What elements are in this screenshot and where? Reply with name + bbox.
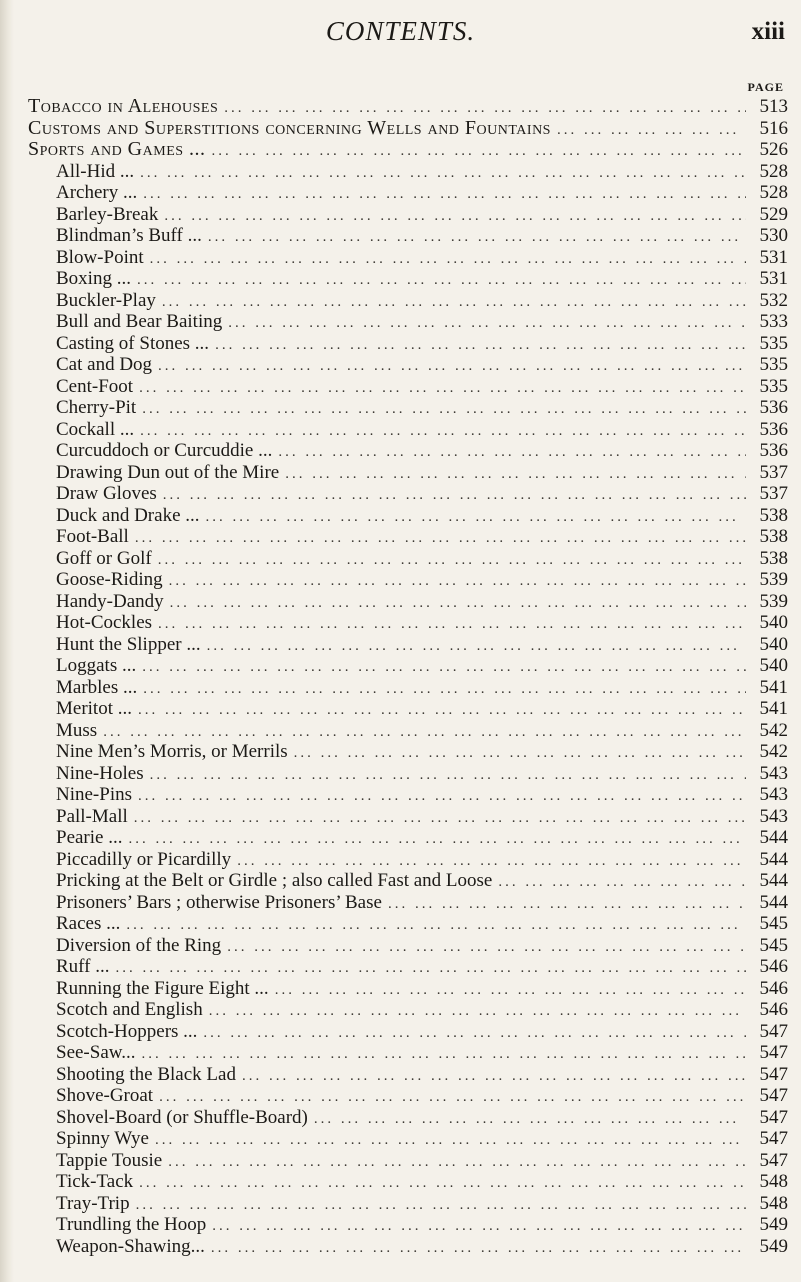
toc-entry-title: Piccadilly or Picardilly xyxy=(56,848,232,870)
toc-page-number: 535 xyxy=(759,354,788,375)
toc-section-row xyxy=(28,139,788,161)
dot-leader xyxy=(170,593,746,615)
toc-entry-row xyxy=(28,1021,788,1043)
toc-entry-row xyxy=(28,548,788,570)
dot-leader xyxy=(150,765,746,787)
dot-leader xyxy=(150,249,746,271)
toc-entry-title: Nine Men’s Morris, or Merrils xyxy=(56,741,288,762)
toc-page-number: 547 xyxy=(759,1128,788,1149)
toc-entry-title: Goose-Riding xyxy=(56,569,163,590)
toc-page-number: 528 xyxy=(759,160,788,182)
toc-page-number: 536 xyxy=(759,440,788,461)
toc-entry-title: Cat and Dog xyxy=(56,354,153,375)
dot-leader xyxy=(139,1173,746,1195)
dot-leader xyxy=(207,636,746,658)
toc-entry-title: Archery ... xyxy=(56,182,138,203)
dot-leader xyxy=(140,421,746,443)
toc-page-number: 547 xyxy=(759,1063,788,1085)
toc-entry-row xyxy=(28,1171,788,1193)
toc-entry-title: Pearie ... xyxy=(56,827,123,848)
toc-entry-row xyxy=(28,849,788,871)
dot-leader xyxy=(206,507,746,529)
page-header xyxy=(0,12,801,52)
toc-entry-row xyxy=(28,505,788,527)
toc-entry-title: Spinny Wye xyxy=(56,1128,149,1149)
toc-entry-row xyxy=(28,483,788,505)
toc-page-number: 540 xyxy=(759,633,788,655)
toc-entry-row xyxy=(28,677,788,699)
toc-entry-row xyxy=(28,741,788,763)
toc-entry-row xyxy=(28,634,788,656)
toc-entry-title: Ruff ... xyxy=(56,956,110,977)
toc-page-number: 531 xyxy=(759,246,788,268)
toc-entry-title: Cockall ... xyxy=(56,418,135,440)
toc-entry-title: Casting of Stones ... xyxy=(56,332,210,354)
toc-page-number: 535 xyxy=(759,332,788,354)
toc-entry-row xyxy=(28,182,788,204)
dot-leader xyxy=(557,120,746,142)
dot-leader xyxy=(126,915,746,937)
toc-entry-row xyxy=(28,806,788,828)
dot-leader xyxy=(137,270,746,292)
dot-leader xyxy=(139,378,746,400)
toc-entry-title: Shove-Groat xyxy=(56,1085,154,1106)
dot-leader xyxy=(275,980,746,1002)
dot-leader xyxy=(155,1130,746,1152)
toc-entry-title: Scotch-Hoppers ... xyxy=(56,1020,198,1042)
dot-leader xyxy=(103,722,746,744)
toc-entry-row xyxy=(28,376,788,398)
dot-leader xyxy=(158,356,746,378)
toc-entry-title: Handy-Dandy xyxy=(56,590,164,612)
dot-leader xyxy=(388,894,746,916)
toc-page-number: 547 xyxy=(759,1042,788,1063)
toc-entry-row xyxy=(28,1042,788,1064)
dot-leader xyxy=(169,571,746,593)
toc-entry-row xyxy=(28,569,788,591)
toc-page-number: 533 xyxy=(759,311,788,332)
dot-leader xyxy=(212,141,746,163)
dot-leader xyxy=(136,1195,746,1217)
dot-leader xyxy=(237,851,746,873)
toc-entry-row xyxy=(28,247,788,269)
toc-page-number: 544 xyxy=(759,870,788,891)
toc-entry-row xyxy=(28,698,788,720)
toc-entry-title: Goff or Golf xyxy=(56,547,152,569)
dot-leader xyxy=(227,937,746,959)
toc-entry-title: Trundling the Hoop xyxy=(56,1214,207,1235)
toc-entry-title: Meritot ... xyxy=(56,698,132,719)
toc-entry-title: Boxing ... xyxy=(56,268,131,289)
toc-page-number: 543 xyxy=(759,784,788,805)
toc-entry-title: Bull and Bear Baiting xyxy=(56,311,223,332)
toc-page-number: 548 xyxy=(759,1171,788,1192)
dot-leader xyxy=(134,808,746,830)
toc-page-number: 541 xyxy=(759,698,788,719)
dot-leader xyxy=(168,1152,746,1174)
toc-entry-row xyxy=(28,935,788,957)
toc-entry-row xyxy=(28,526,788,548)
toc-entry-title: Blindman’s Buff ... xyxy=(56,225,202,246)
page-folio: xiii xyxy=(751,18,785,45)
toc-entry-title: Muss xyxy=(56,719,98,741)
toc-page-number: 542 xyxy=(759,719,788,741)
toc-entry-row xyxy=(28,827,788,849)
toc-entry-title: Shovel-Board (or Shuffle-Board) xyxy=(56,1106,308,1128)
toc-page-number: 536 xyxy=(759,418,788,440)
toc-entry-row xyxy=(28,397,788,419)
toc-entry-title: Tobacco in Alehouses xyxy=(28,95,219,117)
toc-entry-row xyxy=(28,290,788,312)
toc-page-number: 529 xyxy=(759,203,788,225)
page-column-label: PAGE xyxy=(747,80,784,94)
toc-page-number: 528 xyxy=(759,182,788,203)
page-binding-edge xyxy=(0,0,14,1282)
toc-page-number: 536 xyxy=(759,397,788,418)
toc-entry-title: Pall-Mall xyxy=(56,805,128,827)
toc-entry-row xyxy=(28,1107,788,1129)
toc-page-number: 547 xyxy=(759,1020,788,1042)
contents-list xyxy=(28,96,788,1257)
dot-leader xyxy=(162,292,746,314)
dot-leader xyxy=(128,829,746,851)
toc-page-number: 546 xyxy=(759,999,788,1020)
dot-leader xyxy=(278,442,746,464)
toc-page-number: 539 xyxy=(759,569,788,590)
toc-entry-row xyxy=(28,1236,788,1258)
toc-entry-title: Hot-Cockles xyxy=(56,612,153,633)
dot-leader xyxy=(294,743,746,765)
toc-entry-row xyxy=(28,870,788,892)
dot-leader xyxy=(215,335,746,357)
toc-page-number: 516 xyxy=(759,117,788,139)
toc-page-number: 532 xyxy=(759,289,788,311)
dot-leader xyxy=(163,485,746,507)
toc-entry-title: All-Hid ... xyxy=(56,160,135,182)
toc-section-row xyxy=(28,118,788,140)
dot-leader xyxy=(140,163,746,185)
toc-entry-title: Foot-Ball xyxy=(56,526,129,547)
toc-entry-title: Sports and Games ... xyxy=(28,138,206,160)
toc-page-number: 539 xyxy=(759,590,788,612)
toc-entry-row xyxy=(28,204,788,226)
dot-leader xyxy=(242,1066,746,1088)
dot-leader xyxy=(138,700,746,722)
toc-page-number: 547 xyxy=(759,1085,788,1106)
dot-leader xyxy=(138,786,746,808)
toc-page-number: 546 xyxy=(759,977,788,999)
toc-entry-row xyxy=(28,612,788,634)
toc-entry-title: Diversion of the Ring xyxy=(56,934,222,956)
toc-page-number: 540 xyxy=(759,612,788,633)
dot-leader xyxy=(142,399,746,421)
toc-entry-row xyxy=(28,720,788,742)
toc-entry-row xyxy=(28,419,788,441)
toc-page-number: 549 xyxy=(759,1235,788,1257)
dot-leader xyxy=(212,1216,746,1238)
dot-leader xyxy=(209,1001,746,1023)
toc-entry-row xyxy=(28,1085,788,1107)
toc-page-number: 537 xyxy=(759,461,788,483)
toc-page-number: 547 xyxy=(759,1149,788,1171)
toc-entry-title: Races ... xyxy=(56,913,121,934)
toc-page-number: 544 xyxy=(759,827,788,848)
toc-entry-row xyxy=(28,763,788,785)
toc-entry-title: Cent-Foot xyxy=(56,375,134,397)
toc-page-number: 546 xyxy=(759,956,788,977)
toc-page-number: 542 xyxy=(759,741,788,762)
toc-page-number: 549 xyxy=(759,1214,788,1235)
toc-entry-title: Customs and Superstitions concerning Wells and Fountains xyxy=(28,116,551,139)
toc-page-number: 538 xyxy=(759,547,788,569)
toc-entry-title: Shooting the Black Lad xyxy=(56,1063,236,1085)
toc-entry-row xyxy=(28,1193,788,1215)
toc-page-number: 535 xyxy=(759,375,788,397)
toc-entry-row xyxy=(28,462,788,484)
toc-page-number: 544 xyxy=(759,891,788,913)
toc-section-row xyxy=(28,96,788,118)
toc-entry-title: Tick-Tack xyxy=(56,1171,134,1192)
toc-entry-title: Loggats ... xyxy=(56,655,137,676)
dot-leader xyxy=(498,872,746,894)
dot-leader xyxy=(285,464,746,486)
toc-entry-title: Marbles ... xyxy=(56,676,138,698)
dot-leader xyxy=(159,1087,746,1109)
toc-page-number: 545 xyxy=(759,913,788,934)
toc-entry-title: Nine-Holes xyxy=(56,762,144,784)
dot-leader xyxy=(143,184,746,206)
toc-entry-title: Weapon-Shawing... xyxy=(56,1235,205,1257)
toc-page-number: 544 xyxy=(759,848,788,870)
dot-leader xyxy=(203,1023,746,1045)
dot-leader xyxy=(211,1238,746,1260)
toc-entry-title: Drawing Dun out of the Mire xyxy=(56,461,280,483)
toc-entry-title: Running the Figure Eight ... xyxy=(56,977,269,999)
toc-page-number: 513 xyxy=(759,96,788,117)
toc-entry-row xyxy=(28,978,788,1000)
toc-entry-row xyxy=(28,161,788,183)
running-title: CONTENTS. xyxy=(325,16,476,46)
toc-page-number: 538 xyxy=(759,526,788,547)
toc-entry-row xyxy=(28,999,788,1021)
toc-entry-title: Tray-Trip xyxy=(56,1192,130,1214)
toc-page-number: 537 xyxy=(759,483,788,504)
toc-entry-title: Cherry-Pit xyxy=(56,397,137,418)
toc-entry-row xyxy=(28,333,788,355)
toc-entry-title: Hunt the Slipper ... xyxy=(56,633,201,655)
toc-entry-title: Duck and Drake ... xyxy=(56,504,200,526)
dot-leader xyxy=(135,528,746,550)
toc-entry-title: Tappie Tousie xyxy=(56,1149,163,1171)
toc-entry-title: Draw Gloves xyxy=(56,483,157,504)
toc-entry-title: Barley-Break xyxy=(56,203,159,225)
dot-leader xyxy=(164,206,746,228)
toc-page-number: 543 xyxy=(759,762,788,784)
toc-entry-row xyxy=(28,268,788,290)
toc-entry-title: Nine-Pins xyxy=(56,784,132,805)
toc-entry-title: Curcuddoch or Curcuddie ... xyxy=(56,440,273,461)
dot-leader xyxy=(228,313,746,335)
dot-leader xyxy=(158,550,746,572)
toc-entry-title: Pricking at the Belt or Girdle ; also called Fast and Loose xyxy=(56,870,493,891)
toc-page-number: 530 xyxy=(759,225,788,246)
toc-page-number: 548 xyxy=(759,1192,788,1214)
toc-entry-title: Blow-Point xyxy=(56,246,144,268)
toc-page-number: 538 xyxy=(759,504,788,526)
toc-entry-row xyxy=(28,784,788,806)
toc-entry-title: See-Saw... xyxy=(56,1042,136,1063)
toc-entry-title: Scotch and English xyxy=(56,999,203,1020)
toc-page-number: 541 xyxy=(759,676,788,698)
dot-leader xyxy=(142,1044,747,1066)
toc-entry-row xyxy=(28,591,788,613)
toc-page-number: 543 xyxy=(759,805,788,827)
dot-leader xyxy=(208,227,746,249)
toc-page-number: 547 xyxy=(759,1106,788,1128)
toc-entry-title: Prisoners’ Bars ; otherwise Prisoners’ Base xyxy=(56,891,382,913)
dot-leader xyxy=(314,1109,746,1131)
dot-leader xyxy=(142,657,746,679)
toc-entry-title: Buckler-Play xyxy=(56,289,156,311)
toc-page-number: 526 xyxy=(759,139,788,160)
toc-page-number: 545 xyxy=(759,934,788,956)
toc-entry-row xyxy=(28,956,788,978)
toc-entry-row xyxy=(28,1128,788,1150)
toc-entry-row xyxy=(28,913,788,935)
toc-entry-row xyxy=(28,655,788,677)
toc-entry-row xyxy=(28,1150,788,1172)
dot-leader xyxy=(115,958,746,980)
toc-entry-row xyxy=(28,225,788,247)
toc-entry-row xyxy=(28,354,788,376)
toc-entry-row xyxy=(28,892,788,914)
dot-leader xyxy=(143,679,746,701)
dot-leader xyxy=(158,614,746,636)
toc-entry-row xyxy=(28,440,788,462)
toc-page-number: 531 xyxy=(759,268,788,289)
toc-entry-row xyxy=(28,1064,788,1086)
toc-page-number: 540 xyxy=(759,655,788,676)
toc-entry-row xyxy=(28,311,788,333)
toc-entry-row xyxy=(28,1214,788,1236)
